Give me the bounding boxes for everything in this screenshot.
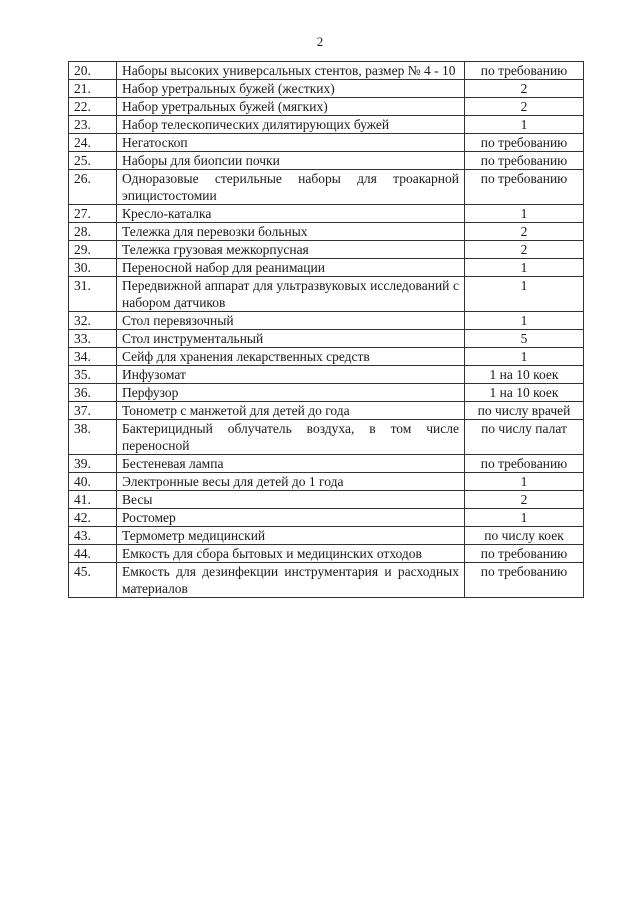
item-name: Наборы высоких универсальных стентов, размер № 4 - 10 [117, 62, 465, 80]
row-number: 45. [69, 563, 117, 598]
row-number: 24. [69, 134, 117, 152]
table-row [69, 62, 584, 80]
item-name: Емкость для сбора бытовых и медицинских отходов [117, 545, 465, 563]
item-name: Набор телескопических дилятирующих бужей [117, 116, 465, 134]
item-quantity: 2 [465, 223, 584, 241]
row-number: 38. [69, 420, 117, 455]
item-name: Тележка грузовая межкорпусная [117, 241, 465, 259]
item-quantity: по требованию [465, 563, 584, 598]
item-name: Одноразовые стерильные наборы для троакарной эпицистостомии [117, 170, 465, 205]
table-row [69, 402, 584, 420]
table-row [69, 134, 584, 152]
item-name: Передвижной аппарат для ультразвуковых исследований с набором датчиков [117, 277, 465, 312]
table-row [69, 205, 584, 223]
item-name: Кресло-каталка [117, 205, 465, 223]
item-quantity: по числу коек [465, 527, 584, 545]
table-row [69, 491, 584, 509]
item-name: Негатоскоп [117, 134, 465, 152]
item-name: Стол инструментальный [117, 330, 465, 348]
item-quantity: 2 [465, 241, 584, 259]
page-number: 2 [316, 34, 324, 49]
item-quantity: 1 [465, 348, 584, 366]
row-number: 32. [69, 312, 117, 330]
item-quantity: по требованию [465, 152, 584, 170]
row-number: 34. [69, 348, 117, 366]
item-name: Бактерицидный облучатель воздуха, в том числе переносной [117, 420, 465, 455]
item-quantity: 1 [465, 259, 584, 277]
item-name: Тонометр с манжетой для детей до года [117, 402, 465, 420]
row-number: 31. [69, 277, 117, 312]
row-number: 37. [69, 402, 117, 420]
item-quantity: 1 [465, 473, 584, 491]
item-name: Набор уретральных бужей (жестких) [117, 80, 465, 98]
row-number: 42. [69, 509, 117, 527]
item-quantity: 2 [465, 80, 584, 98]
row-number: 33. [69, 330, 117, 348]
item-quantity: 1 на 10 коек [465, 366, 584, 384]
table-row [69, 330, 584, 348]
row-number: 26. [69, 170, 117, 205]
item-name: Термометр медицинский [117, 527, 465, 545]
row-number: 29. [69, 241, 117, 259]
table-row [69, 259, 584, 277]
row-number: 22. [69, 98, 117, 116]
item-name: Перфузор [117, 384, 465, 402]
item-name: Бестеневая лампа [117, 455, 465, 473]
item-name: Емкость для дезинфекции инструментария и расходных материалов [117, 563, 465, 598]
table-row [69, 545, 584, 563]
item-quantity: по числу палат [465, 420, 584, 455]
row-number: 39. [69, 455, 117, 473]
table-row [69, 152, 584, 170]
item-quantity: 1 [465, 312, 584, 330]
item-name: Стол перевязочный [117, 312, 465, 330]
row-number: 27. [69, 205, 117, 223]
item-quantity: по требованию [465, 455, 584, 473]
table-row [69, 455, 584, 473]
item-name: Набор уретральных бужей (мягких) [117, 98, 465, 116]
item-name: Инфузомат [117, 366, 465, 384]
table-row [69, 366, 584, 384]
item-name: Наборы для биопсии почки [117, 152, 465, 170]
table-row [69, 384, 584, 402]
row-number: 21. [69, 80, 117, 98]
item-name: Ростомер [117, 509, 465, 527]
item-quantity: по требованию [465, 545, 584, 563]
row-number: 23. [69, 116, 117, 134]
row-number: 40. [69, 473, 117, 491]
row-number: 36. [69, 384, 117, 402]
item-quantity: по требованию [465, 62, 584, 80]
row-number: 35. [69, 366, 117, 384]
table-row [69, 277, 584, 312]
table-row [69, 420, 584, 455]
table-row [69, 348, 584, 366]
row-number: 41. [69, 491, 117, 509]
table-row [69, 98, 584, 116]
item-quantity: 5 [465, 330, 584, 348]
equipment-table [68, 61, 584, 598]
table-row [69, 563, 584, 598]
item-name: Сейф для хранения лекарственных средств [117, 348, 465, 366]
table-row [69, 223, 584, 241]
table-row [69, 312, 584, 330]
table-row [69, 527, 584, 545]
table-row [69, 80, 584, 98]
table-row [69, 241, 584, 259]
row-number: 20. [69, 62, 117, 80]
row-number: 43. [69, 527, 117, 545]
table-row [69, 509, 584, 527]
row-number: 25. [69, 152, 117, 170]
item-quantity: 1 на 10 коек [465, 384, 584, 402]
item-quantity: 2 [465, 491, 584, 509]
table-row [69, 473, 584, 491]
row-number: 30. [69, 259, 117, 277]
item-quantity: по числу врачей [465, 402, 584, 420]
table-row [69, 170, 584, 205]
item-quantity: по требованию [465, 134, 584, 152]
item-name: Весы [117, 491, 465, 509]
item-name: Тележка для перевозки больных [117, 223, 465, 241]
equipment-table-body [69, 62, 584, 598]
item-quantity: 1 [465, 277, 584, 312]
item-name: Переносной набор для реанимации [117, 259, 465, 277]
row-number: 28. [69, 223, 117, 241]
item-quantity: 1 [465, 509, 584, 527]
item-quantity: 2 [465, 98, 584, 116]
table-row [69, 116, 584, 134]
item-name: Электронные весы для детей до 1 года [117, 473, 465, 491]
item-quantity: 1 [465, 116, 584, 134]
item-quantity: 1 [465, 205, 584, 223]
item-quantity: по требованию [465, 170, 584, 205]
row-number: 44. [69, 545, 117, 563]
